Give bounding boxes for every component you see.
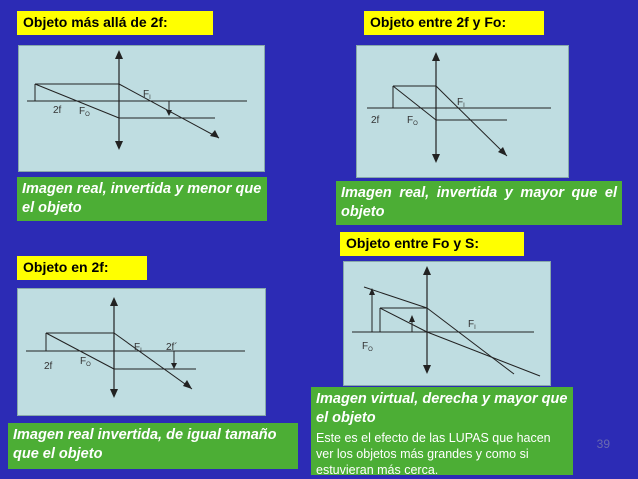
panel-1-label-fo: $F_O$: [79, 106, 90, 118]
panel-2-ray-diagram: [357, 46, 570, 179]
panel-4-caption-body: Este es el efecto de las LUPAS que hacen ver los objetos más grandes y como si estuvieran más cerca.: [316, 431, 551, 477]
panel-2-label-fi: $F_I$: [457, 97, 465, 109]
panel-4-caption-title: Imagen virtual, derecha y mayor que el objeto: [316, 391, 568, 426]
panel-2-diagram: [356, 45, 569, 178]
panel-1-diagram: [18, 45, 265, 172]
panel-3-caption: Imagen real invertida, de igual tamaño que el objeto: [8, 423, 298, 469]
panel-3-label-fo: $F_O$: [80, 356, 91, 368]
panel-4-caption: [311, 387, 573, 475]
panel-4-label-fi: $F_I$: [468, 319, 476, 331]
panel-1-label-fi: $F_I$: [143, 89, 151, 101]
panel-2-label-2f: 2f: [371, 115, 380, 126]
panel-4-diagram: [343, 261, 551, 386]
panel-3-label-2f: 2f: [44, 361, 53, 372]
panel-3-title: Objeto en 2f:: [17, 256, 147, 280]
page-number: 39: [596, 437, 610, 451]
panel-3-diagram: [17, 288, 266, 416]
panel-4-title: Objeto entre Fo y S:: [340, 232, 524, 256]
panel-4-label-fo: $F_O$: [362, 341, 373, 353]
panel-3-label-fi: $F_I$: [134, 342, 142, 354]
panel-1-label-2f: 2f: [53, 105, 62, 116]
panel-2-title: Objeto entre 2f y Fo:: [364, 11, 544, 35]
panel-2-caption: Imagen real, invertida y mayor que el objeto: [336, 181, 622, 225]
panel-2-label-fo: $F_O$: [407, 115, 418, 127]
panel-1-caption: Imagen real, invertida y menor que el objeto: [17, 177, 267, 221]
panel-3-ray-diagram: [18, 289, 267, 417]
panel-3-label-2f-prime: 2f´: [166, 342, 178, 353]
panel-1-title: Objeto más allá de 2f:: [17, 11, 213, 35]
panel-4-ray-diagram: [344, 262, 552, 387]
